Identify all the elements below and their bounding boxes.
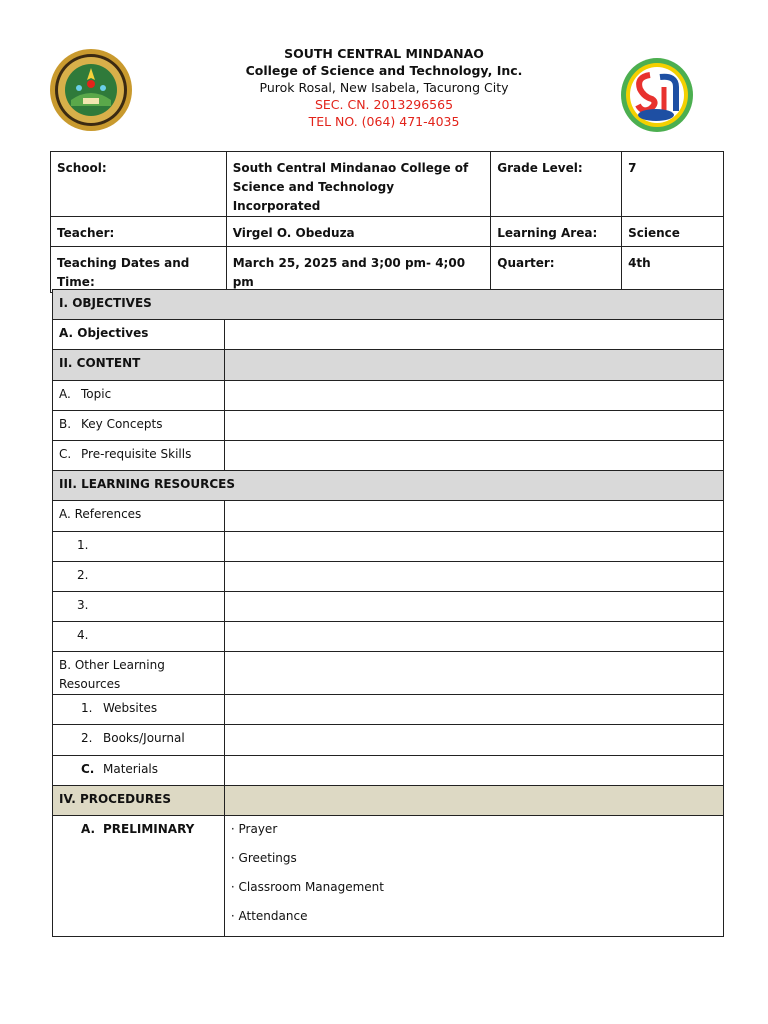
procedures-header-row (53, 785, 724, 815)
key-concepts-num: B. (59, 416, 72, 431)
grade-label: Grade Level: (491, 152, 622, 217)
content-header-row (53, 350, 724, 380)
lesson-plan-table (52, 289, 724, 937)
materials-row (53, 755, 724, 785)
ref-item-row (53, 591, 724, 621)
books-label (53, 725, 225, 755)
grade-value: 7 (622, 152, 724, 217)
references-cell[interactable] (224, 501, 723, 531)
prereq-num: C. (59, 446, 72, 461)
prereq-row (53, 440, 724, 470)
ref-item-4-cell[interactable] (224, 622, 723, 652)
scmcst-logo-icon (620, 57, 694, 133)
prereq-text: Pre-requisite Skills (81, 446, 192, 461)
books-row (53, 725, 724, 755)
topic-num: A. (59, 386, 71, 401)
key-concepts-cell[interactable] (224, 410, 723, 440)
area-value: Science (622, 217, 724, 247)
other-resources-label: B. Other Learning Resources (53, 652, 225, 695)
procedures-header-cell (224, 785, 723, 815)
procedures-header: IV. PROCEDURES (53, 785, 225, 815)
ref-item-row (53, 561, 724, 591)
ref-item-1: 1. (53, 531, 225, 561)
objectives-header: I. OBJECTIVES (53, 290, 724, 320)
prereq-cell[interactable] (224, 440, 723, 470)
ref-item-1-cell[interactable] (224, 531, 723, 561)
ref-item-row (53, 622, 724, 652)
ref-item-3-cell[interactable] (224, 591, 723, 621)
references-label: A. References (53, 501, 225, 531)
quarter-value: 4th (622, 247, 724, 293)
institution-address: Purok Rosal, New Isabela, Tacurong City (259, 80, 509, 95)
websites-label (53, 695, 225, 725)
institution-name: SOUTH CENTRAL MINDANAO (284, 46, 484, 61)
preliminary-cell[interactable] (224, 816, 723, 937)
preliminary-row (53, 816, 724, 937)
materials-text: Materials (103, 761, 159, 776)
books-num: 2. (81, 731, 93, 746)
lesson-info-table (50, 151, 724, 293)
objectives-header-row (53, 290, 724, 320)
books-text: Books/Journal (103, 731, 185, 746)
other-resources-row (53, 652, 724, 695)
websites-cell[interactable] (224, 695, 723, 725)
resources-header-row (53, 471, 724, 501)
preliminary-text: PRELIMINARY (103, 822, 195, 836)
preliminary-label (53, 816, 225, 937)
prelim-item-classroom-management: · Classroom Management (230, 880, 384, 894)
school-label: School: (51, 152, 227, 217)
dates-label: Teaching Dates and Time: (51, 247, 227, 293)
references-row (53, 501, 724, 531)
content-header: II. CONTENT (53, 350, 225, 380)
websites-text: Websites (103, 701, 158, 716)
books-cell[interactable] (224, 725, 723, 755)
materials-num: C. (81, 761, 95, 776)
prelim-item-prayer: · Prayer (230, 822, 278, 836)
ref-item-4: 4. (53, 622, 225, 652)
sec-number: SEC. CN. 2013296565 (314, 97, 454, 112)
prelim-item-greetings: · Greetings (230, 851, 297, 865)
school-seal-icon (49, 48, 133, 132)
tel-number: TEL NO. (064) 471-4035 (308, 114, 460, 129)
school-value: South Central Mindanao College of Science and Technology Incorporated (226, 152, 491, 217)
key-concepts-label (53, 410, 225, 440)
area-label: Learning Area: (491, 217, 622, 247)
quarter-label: Quarter: (491, 247, 622, 293)
other-resources-cell[interactable] (224, 652, 723, 695)
teacher-label: Teacher: (51, 217, 227, 247)
info-row-teacher (51, 217, 724, 247)
ref-item-2: 2. (53, 561, 225, 591)
resources-header: III. LEARNING RESOURCES (53, 471, 724, 501)
dates-value: March 25, 2025 and 3;00 pm- 4;00 pm (226, 247, 491, 293)
objectives-row (53, 320, 724, 350)
ref-item-2-cell[interactable] (224, 561, 723, 591)
objectives-label: A. Objectives (53, 320, 225, 350)
topic-label (53, 380, 225, 410)
info-row-school (51, 152, 724, 217)
websites-num: 1. (81, 701, 93, 716)
key-concepts-text: Key Concepts (81, 416, 163, 431)
materials-label (53, 755, 225, 785)
institution-subname: College of Science and Technology, Inc. (245, 63, 523, 78)
topic-cell[interactable] (224, 380, 723, 410)
preliminary-num: A. (81, 822, 96, 836)
materials-cell[interactable] (224, 755, 723, 785)
info-row-dates (51, 247, 724, 293)
objectives-cell[interactable] (224, 320, 723, 350)
teacher-value: Virgel O. Obeduza (226, 217, 491, 247)
prereq-label (53, 440, 225, 470)
topic-row (53, 380, 724, 410)
topic-text: Topic (81, 386, 112, 401)
ref-item-row (53, 531, 724, 561)
ref-item-3: 3. (53, 591, 225, 621)
websites-row (53, 695, 724, 725)
key-concepts-row (53, 410, 724, 440)
prelim-item-attendance: · Attendance (230, 909, 308, 923)
content-header-cell (224, 350, 723, 380)
